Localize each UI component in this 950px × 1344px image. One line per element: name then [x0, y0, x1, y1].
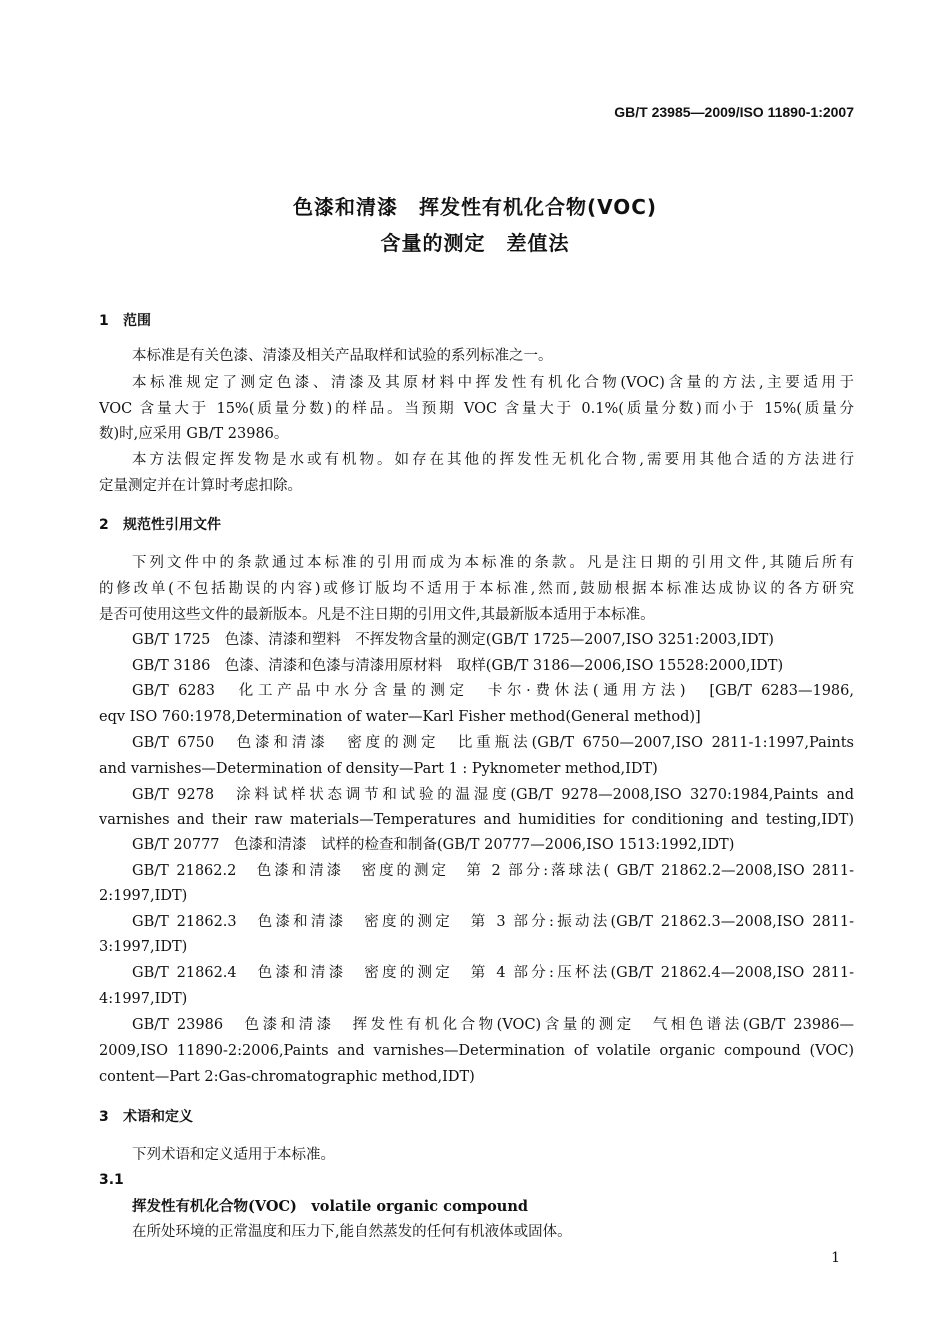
term-entry: 挥发性有机化合物(VOC) volatile organic compound — [132, 1198, 529, 1215]
term-definition: 在所处环境的正常温度和压力下,能自然蒸发的任何有机液体或固体。 — [132, 1224, 572, 1240]
document-title-line-2: 含量的测定 差值法 — [380, 231, 570, 255]
reference-item-continuation: 2009,ISO 11890-2:2006,Paints and varnishes—Determination of volatile organic compound (VOC) — [99, 1043, 854, 1059]
section-number: 3 — [99, 1109, 109, 1125]
paragraph-line: 下列文件中的条款通过本标准的引用而成为本标准的条款。凡是注日期的引用文件,其随后所有 — [132, 555, 854, 571]
reference-item: GB/T 1725 色漆、清漆和塑料 不挥发物含量的测定(GB/T 1725—2007,ISO 3251:2003,IDT) — [132, 632, 774, 648]
section-number: 2 — [99, 517, 109, 533]
reference-item-continuation: varnishes and their raw materials—Temperatures and humidities for conditioning and testing,IDT) — [99, 812, 854, 828]
reference-item-continuation: 3:1997,IDT) — [99, 939, 188, 955]
reference-item-continuation: 2:1997,IDT) — [99, 888, 188, 904]
paragraph-line: 本标准是有关色漆、清漆及相关产品取样和试验的系列标准之一。 — [132, 348, 553, 364]
section-title: 规范性引用文件 — [123, 517, 221, 533]
reference-item-continuation: eqv ISO 760:1978,Determination of water—Karl Fisher method(General method)] — [99, 709, 701, 725]
reference-item: GB/T 6750 色漆和清漆 密度的测定 比重瓶法(GB/T 6750—2007,ISO 2811-1:1997,Paints — [132, 735, 854, 751]
paragraph-line: 下列术语和定义适用于本标准。 — [132, 1147, 335, 1163]
section-3-heading — [99, 1106, 193, 1126]
paragraph-line: 数)时,应采用 GB/T 23986。 — [99, 426, 289, 442]
reference-item-continuation: and varnishes—Determination of density—Part 1 : Pyknometer method,IDT) — [99, 761, 658, 777]
paragraph-line: 本标准规定了测定色漆、清漆及其原材料中挥发性有机化合物(VOC)含量的方法,主要适用于 — [132, 375, 854, 391]
standard-code: GB/T 23985—2009/ISO 11890-1:2007 — [614, 104, 854, 120]
section-title: 范围 — [123, 313, 151, 329]
paragraph-line: 是否可使用这些文件的最新版本。凡是不注日期的引用文件,其最新版本适用于本标准。 — [99, 607, 655, 623]
reference-item: GB/T 9278 涂料试样状态调节和试验的温湿度(GB/T 9278—2008,ISO 3270:1984,Paints and — [132, 787, 854, 803]
document-title-line-1: 色漆和清漆 挥发性有机化合物(VOC) — [292, 195, 658, 219]
paragraph-line: 定量测定并在计算时考虑扣除。 — [99, 478, 302, 494]
page-number: 1 — [831, 1250, 840, 1266]
reference-item-continuation: content—Part 2:Gas-chromatographic method,IDT) — [99, 1069, 475, 1085]
paragraph-line: 的修改单(不包括勘误的内容)或修订版均不适用于本标准,然而,鼓励根据本标准达成协议的各方研究 — [99, 581, 854, 597]
reference-item: GB/T 3186 色漆、清漆和色漆与清漆用原材料 取样(GB/T 3186—2006,ISO 15528:2000,IDT) — [132, 658, 784, 674]
section-1-heading — [99, 310, 151, 330]
section-2-heading — [99, 514, 221, 534]
reference-item: GB/T 21862.4 色漆和清漆 密度的测定 第 4 部分:压杯法(GB/T 21862.4—2008,ISO 2811- — [132, 965, 854, 981]
subsection-number: 3.1 — [99, 1172, 124, 1188]
reference-item: GB/T 21862.3 色漆和清漆 密度的测定 第 3 部分:振动法(GB/T 21862.3—2008,ISO 2811- — [132, 914, 854, 930]
section-title: 术语和定义 — [123, 1109, 193, 1125]
section-number: 1 — [99, 313, 109, 329]
reference-item: GB/T 21862.2 色漆和清漆 密度的测定 第 2 部分:落球法( GB/T 21862.2—2008,ISO 2811- — [132, 863, 854, 879]
paragraph-line: 本方法假定挥发物是水或有机物。如存在其他的挥发性无机化合物,需要用其他合适的方法进行 — [132, 452, 854, 468]
reference-item: GB/T 6283 化工产品中水分含量的测定 卡尔·费休法(通用方法) [GB/T 6283—1986, — [132, 683, 854, 699]
paragraph-line: VOC 含量大于 15%(质量分数)的样品。当预期 VOC 含量大于 0.1%(质量分数)而小于 15%(质量分 — [99, 401, 854, 417]
reference-item-continuation: 4:1997,IDT) — [99, 991, 188, 1007]
reference-item: GB/T 20777 色漆和清漆 试样的检查和制备(GB/T 20777—2006,ISO 1513:1992,IDT) — [132, 837, 735, 853]
reference-item: GB/T 23986 色漆和清漆 挥发性有机化合物(VOC)含量的测定 气相色谱法(GB/T 23986— — [132, 1017, 854, 1033]
